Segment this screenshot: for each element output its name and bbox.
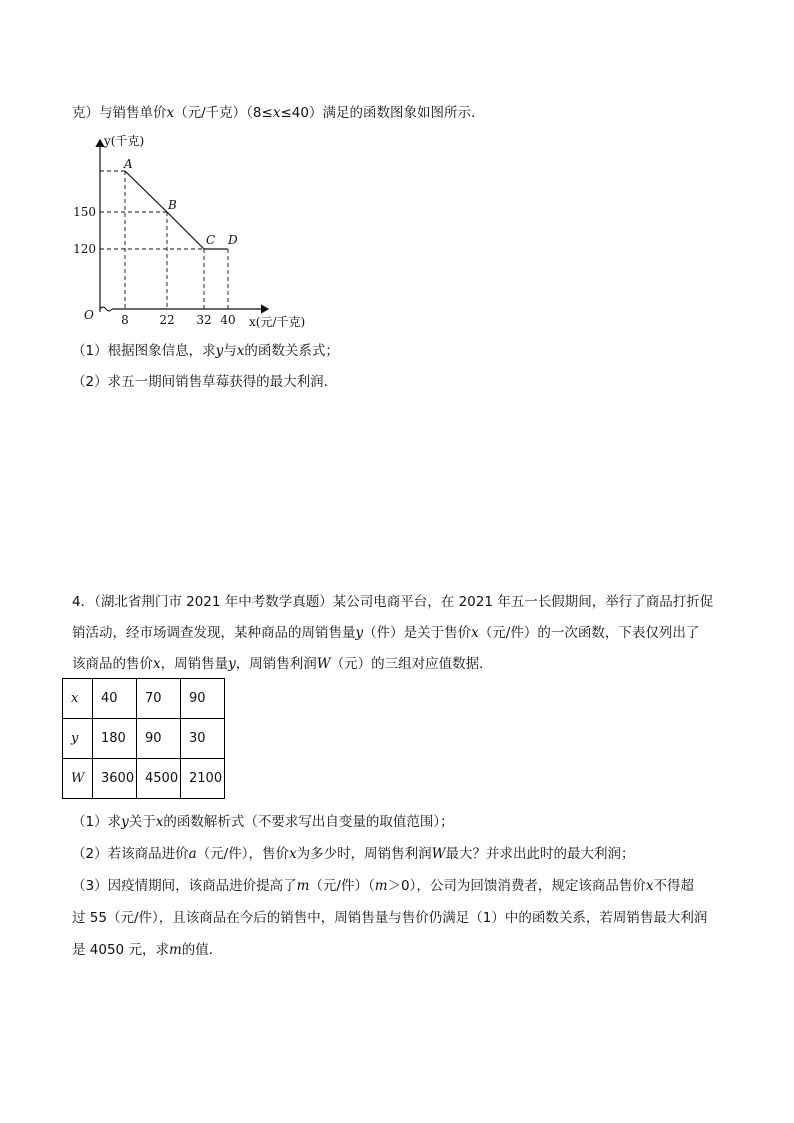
graph-segment-AB [125, 171, 167, 212]
x-tick-label: 22 [159, 313, 175, 327]
point-label-b: B [168, 198, 177, 212]
q4-line-2: 销活动，经市场调查发现，某种商品的周销售量y（件）是关于售价x（元/件）的一次函数，下表仅列出了 [72, 625, 700, 641]
y-tick-label: 120 [73, 242, 96, 256]
table-cell: 70 [137, 679, 181, 719]
table-row [63, 679, 225, 719]
q4-sub-3-line-1: （3）因疫情期间，该商品进价提高了m（元/件）（m＞0），公司为回馈消费者，规定该商品售价x不得超 [72, 878, 694, 894]
x-tick-labels [121, 313, 235, 327]
q4-line-3: 该商品的售价x，周销售量y，周销售利润W（元）的三组对应值数据． [72, 656, 493, 672]
x-axis-label: x(元/千克) [249, 315, 306, 329]
y-tick-labels [73, 205, 96, 256]
graph-segment-BC [167, 212, 204, 249]
data-table [62, 678, 225, 799]
q4-line-1: 4．（湖北省荆门市 2021 年中考数学真题）某公司电商平台，在 2021 年五一长假期间，举行了商品打折促 [72, 594, 714, 610]
table-cell: x [63, 679, 93, 719]
q4-sub-1: （1）求y关于x的函数解析式（不要求写出自变量的取值范围）； [72, 814, 454, 830]
point-labels [123, 157, 238, 247]
x-tick-label: 40 [220, 313, 236, 327]
table-cell: 4500 [137, 759, 181, 799]
axis-break-mark [100, 307, 112, 311]
q3-part-1: （1）根据图象信息，求y与x的函数关系式； [72, 343, 339, 359]
table-row [63, 719, 225, 759]
x-tick-label: 8 [121, 313, 129, 327]
point-label-d: D [228, 233, 238, 247]
q3-part-2: （2）求五一期间销售草莓获得的最大利润． [72, 374, 338, 390]
function-graph [72, 126, 342, 336]
point-label-a: A [124, 157, 133, 171]
table-row [63, 759, 225, 799]
x-tick-label: 32 [196, 313, 212, 327]
table-cell: 2100 [181, 759, 225, 799]
table-cell: 90 [137, 719, 181, 759]
intro-line: 克）与销售单价x（元/千克）（8≤x≤40）满足的函数图象如图所示． [72, 105, 485, 121]
q4-sub-3-line-2: 过 55（元/件），且该商品在今后的销售中，周销售量与售价仍满足（1）中的函数关系，若周销售最大利润 [72, 910, 708, 926]
table-cell: 30 [181, 719, 225, 759]
y-tick-label: 150 [73, 205, 96, 219]
table-cell: 180 [93, 719, 137, 759]
table-cell: 3600 [93, 759, 137, 799]
table-cell: W [63, 759, 93, 799]
table-cell: 90 [181, 679, 225, 719]
q4-sub-2: （2）若该商品进价a（元/件），售价x为多少时，周销售利润W最大？并求出此时的最大利润； [72, 846, 635, 862]
table-cell: 40 [93, 679, 137, 719]
q4-sub-3-line-3: 是 4050 元，求m的值． [72, 942, 223, 958]
table-cell: y [63, 719, 93, 759]
point-label-c: C [206, 233, 216, 247]
origin-label: O [84, 308, 94, 322]
y-axis-label: y(千克) [104, 134, 145, 148]
